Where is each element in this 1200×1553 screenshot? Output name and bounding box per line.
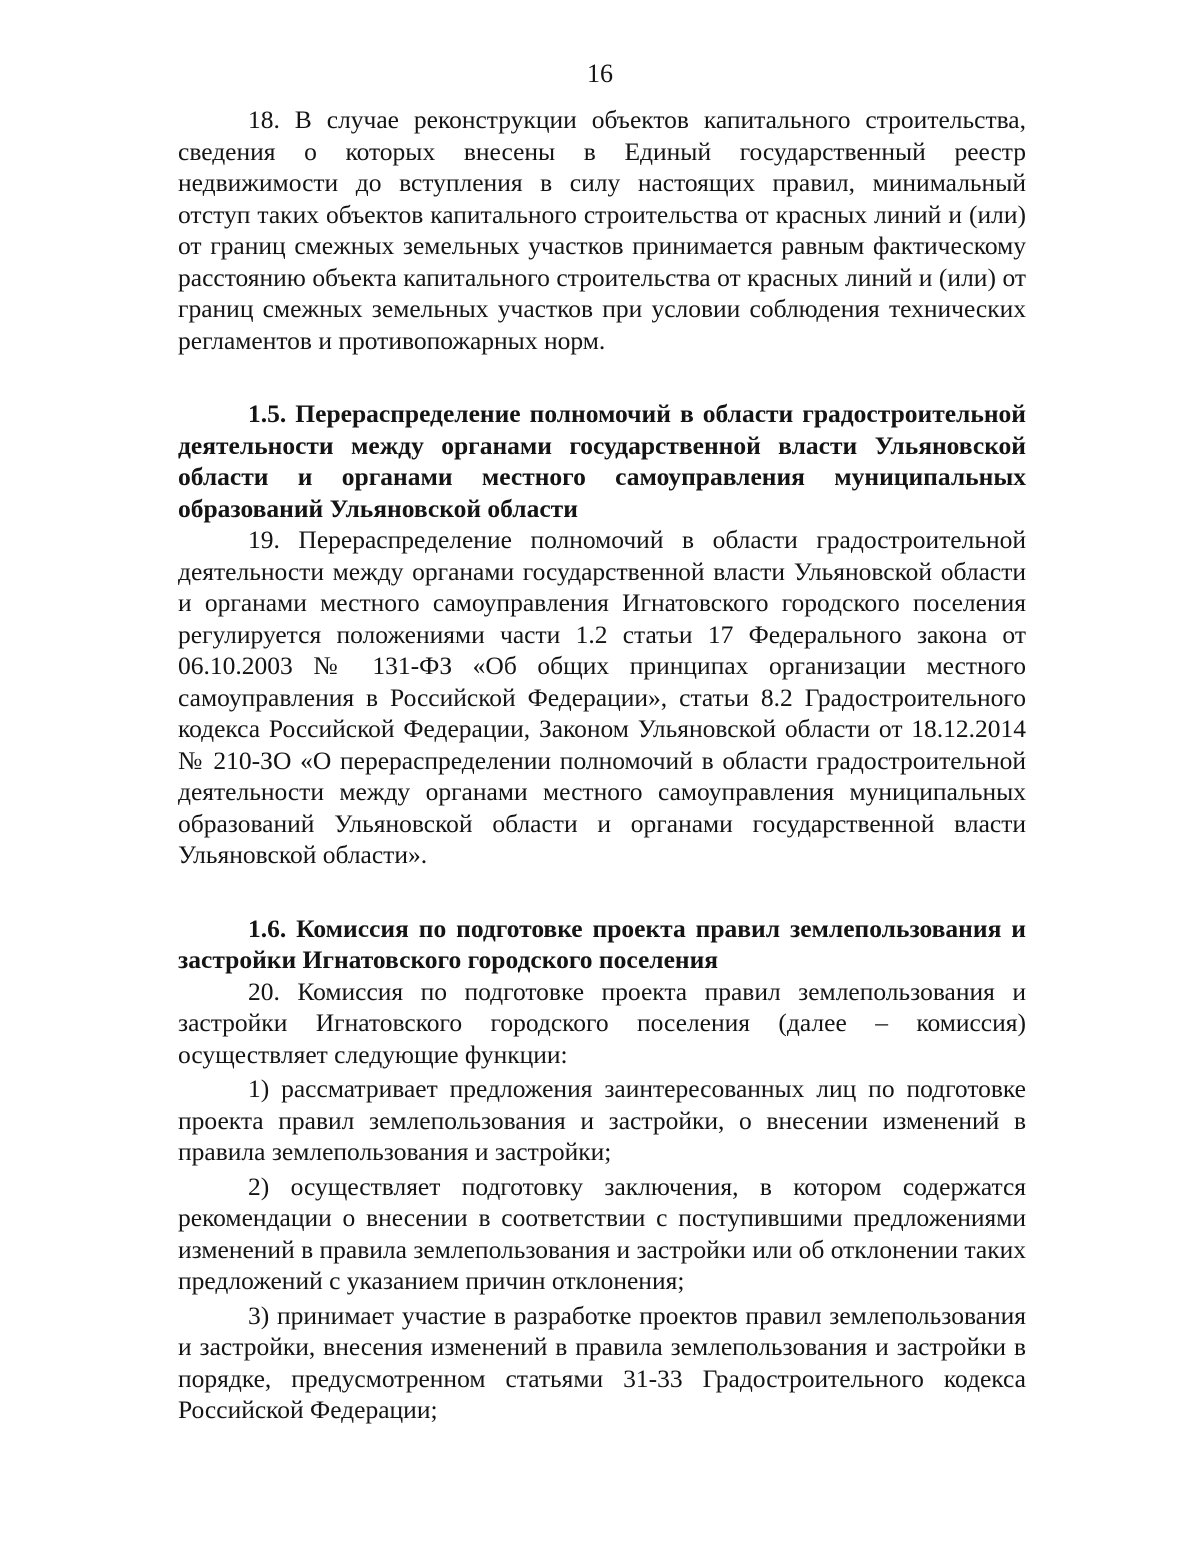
page-number: 16: [587, 59, 613, 88]
clause-2: 2) осуществляет подготовку заключения, в котором содержатся рекомендации о внесении в соответствии с поступившими предложениями изменений в правила землепользования и застройки или об отклонении таких предложений с указанием причин отклонения;: [178, 1171, 1026, 1295]
section-gap: [178, 356, 1026, 398]
section-gap: [178, 871, 1026, 913]
paragraph-19: 19. Перераспределение полномочий в области градостроительной деятельности между органами государственной власти Ульяновской области и органами местного самоуправления Игнатовского городского поселения регулируется положениями части 1.2 статьи 17 Федерального закона от 06.10.2003 № 131-ФЗ «Об общих принципах организации местного самоуправления в Российской Федерации», статьи 8.2 Градостроительного кодекса Российской Федерации, Законом Ульяновской области от 18.12.2014 № 210-ЗО «О перераспределении полномочий в области градостроительной деятельности между органами местного самоуправления муниципальных образований Ульяновской области и органами государственной власти Ульяновской области».: [178, 525, 1026, 869]
paragraph-20: 20. Комиссия по подготовке проекта правил землепользования и застройки Игнатовского городского поселения (далее – комиссия) осуществляет следующие функции:: [178, 976, 1026, 1069]
clause-1: 1) рассматривает предложения заинтересованных лиц по подготовке проекта правил землепользования и застройки, о внесении изменений в правила землепользования и застройки;: [178, 1074, 1026, 1166]
section-heading-1-5: 1.5. Перераспределение полномочий в области градостроительной деятельности между органами государственной власти Ульяновской области и органами местного самоуправления муниципальных образований Ульяновской области: [178, 399, 1026, 523]
clause-3: 3) принимает участие в разработке проектов правил землепользования и застройки, внесения изменений в правила землепользования и застройки в порядке, предусмотренном статьями 31-33 Градостроительного кодекса Российской Федерации;: [178, 1300, 1026, 1424]
document-body: [178, 104, 1026, 1426]
section-heading-1-6: 1.6. Комиссия по подготовке проекта правил землепользования и застройки Игнатовского городского поселения: [178, 913, 1026, 974]
paragraph-18: 18. В случае реконструкции объектов капитального строительства, сведения о которых внесены в Единый государственный реестр недвижимости до вступления в силу настоящих правил, минимальный отступ таких объектов капитального строительства от красных линий и (или) от границ смежных земельных участков принимается равным фактическому расстоянию объекта капитального строительства от красных линий и (или) от границ смежных земельных участков при условии соблюдения технических регламентов и противопожарных норм.: [178, 105, 1026, 355]
